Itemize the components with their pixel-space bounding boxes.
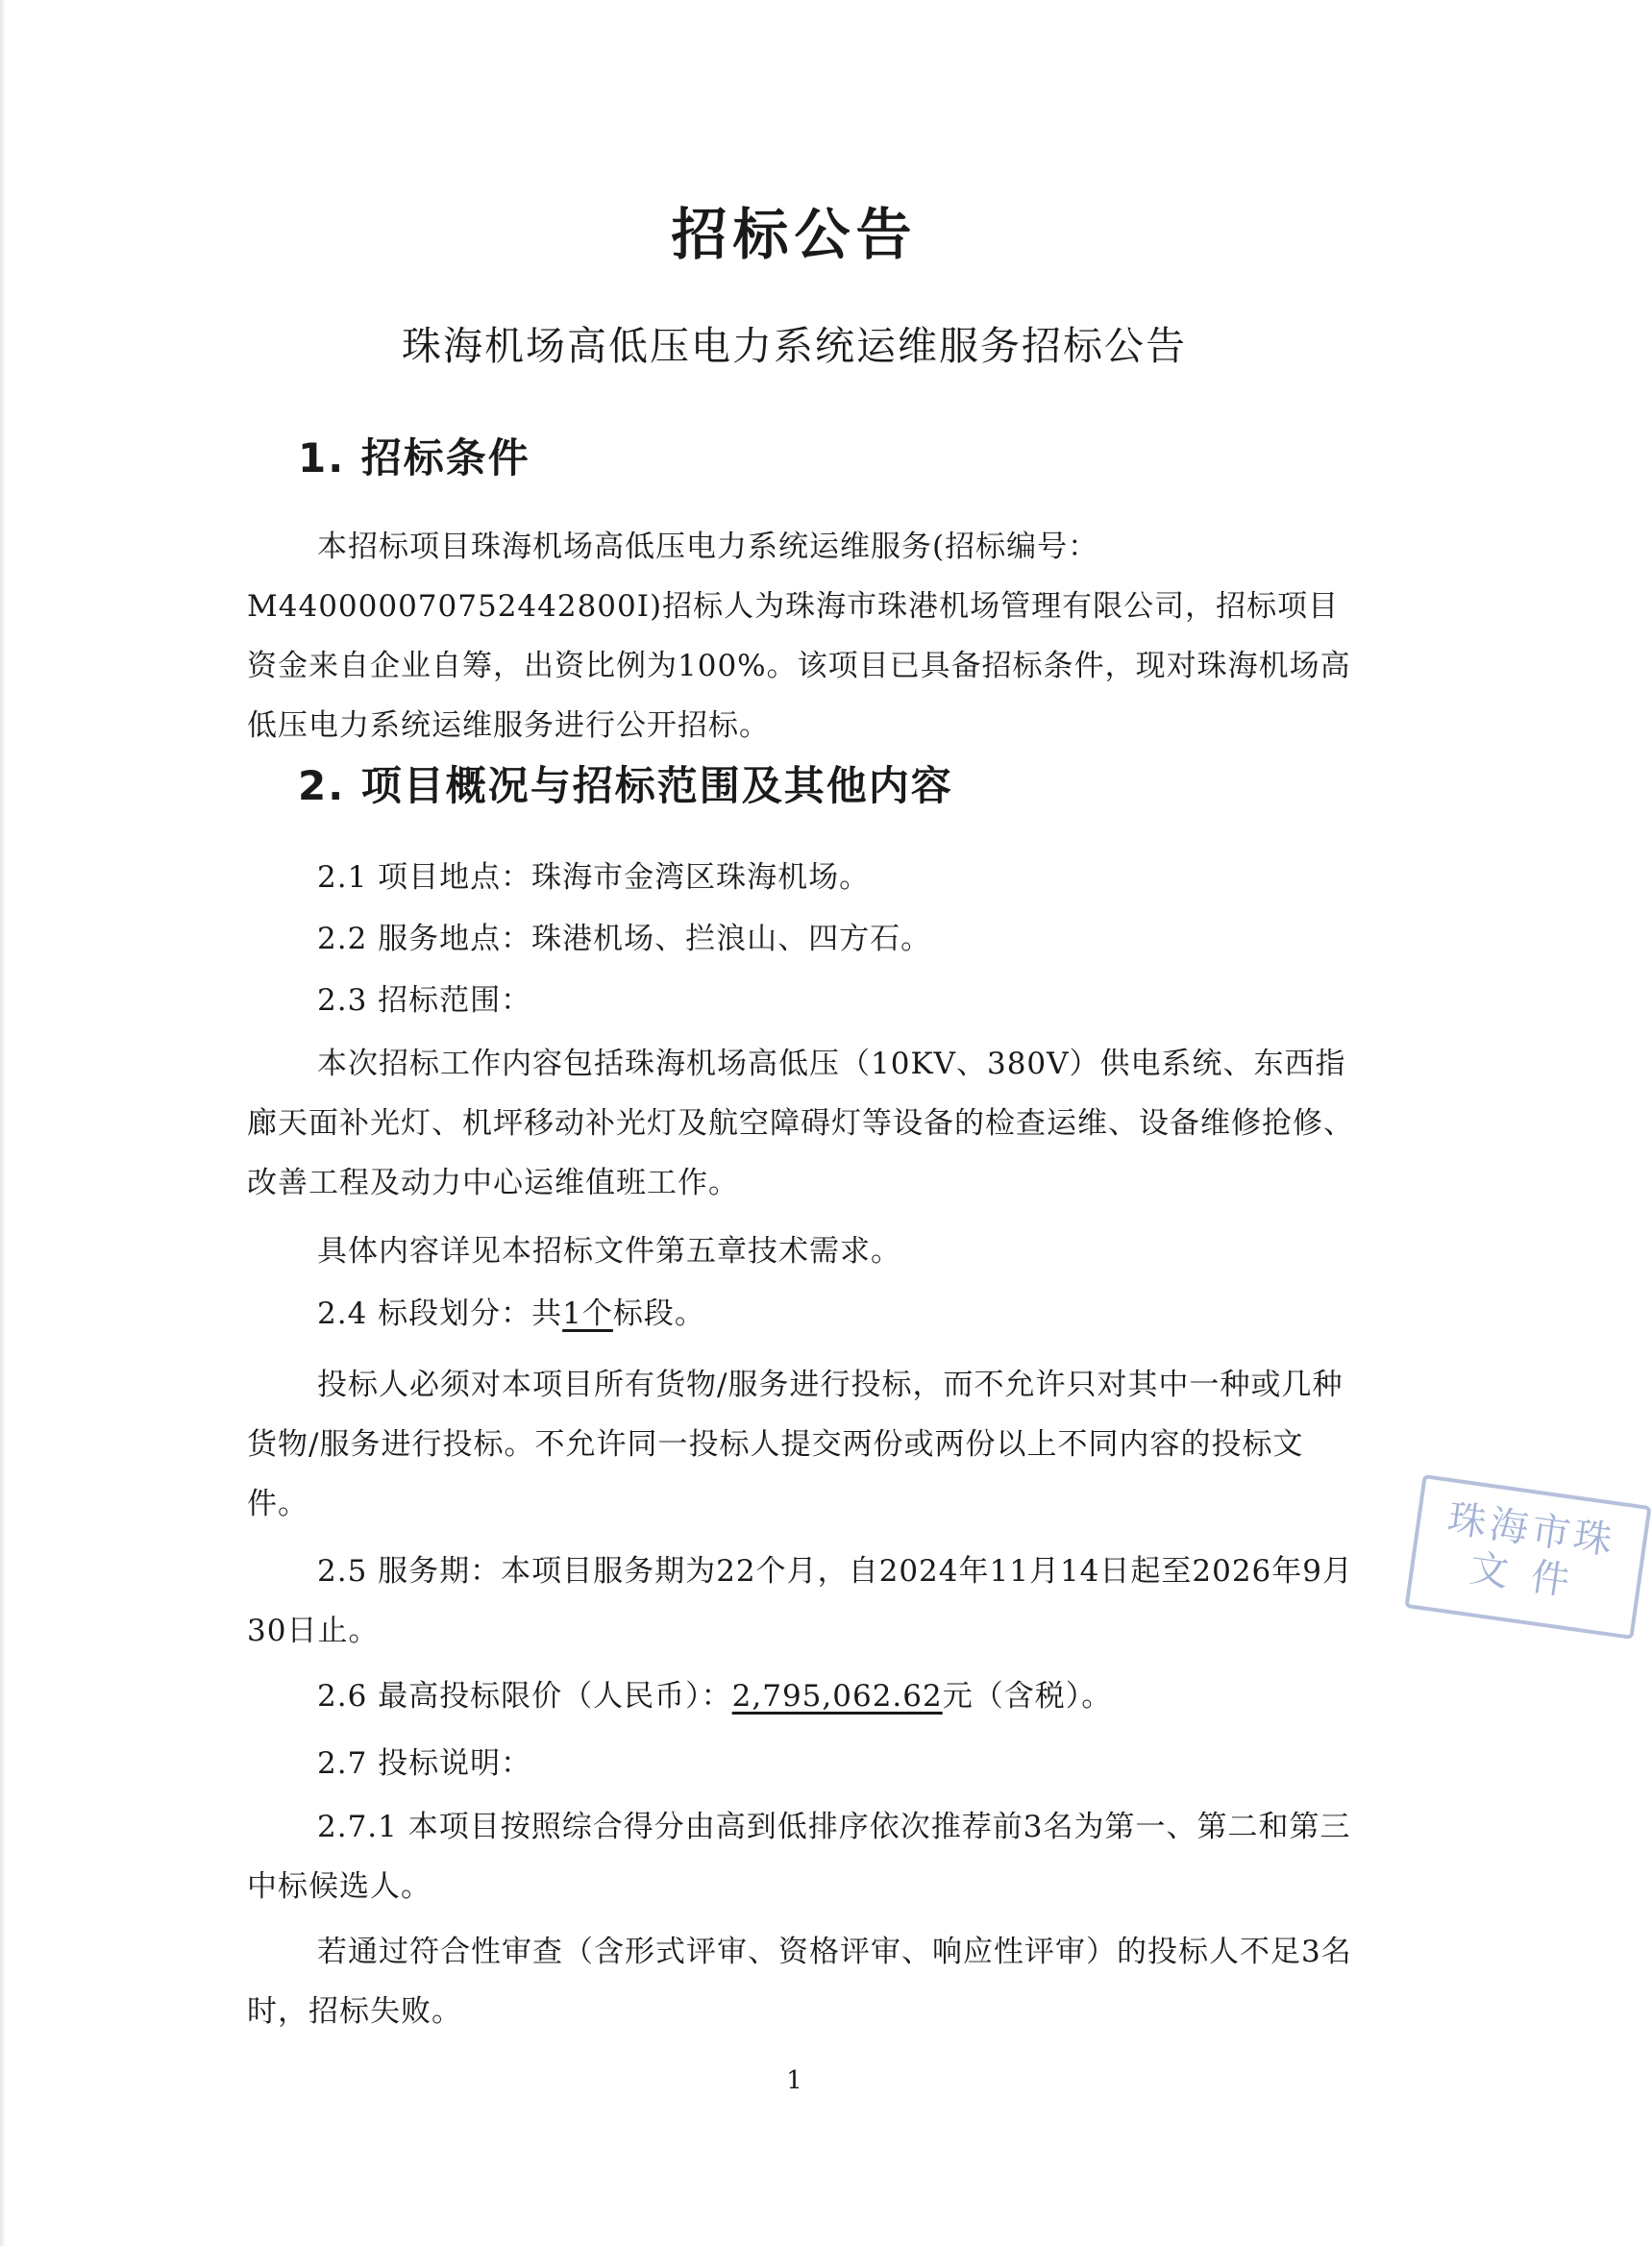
document-title: 招标公告	[671, 202, 918, 267]
bidding-rule-paragraph: 投标人必须对本项目所有货物/服务进行投标，而不允许只对其中一种或几种货物/服务进行投标。不允许同一投标人提交两份或两份以上不同内容的投标文件。	[247, 1368, 1344, 1521]
scope-detail-paragraph: 具体内容详见本招标文件第五章技术需求。	[317, 1234, 901, 1269]
item-service-period: 2.5 服务期：本项目服务期为22个月，自2024年11月14日起至2026年9月30日止。	[247, 1554, 1353, 1648]
failure-rule-paragraph: 若通过符合性审查（含形式评审、资格评审、响应性评审）的投标人不足3名时，招标失败。	[247, 1935, 1352, 2029]
scope-description-paragraph: 本次招标工作内容包括珠海机场高低压（10KV、380V）供电系统、东西指廊天面补光灯、机坪移动补光灯及航空障碍灯等设备的检查运维、设备维修抢修、改善工程及动力中心运维值班工作。	[247, 1047, 1354, 1200]
page-number: 1	[786, 2066, 802, 2095]
item-ranking-rule: 2.7.1 本项目按照综合得分由高到低排序依次推荐前3名为第一、第二和第三中标候选人。	[247, 1810, 1351, 1904]
item-service-location: 2.2 服务地点：珠港机场、拦浪山、四方石。	[317, 922, 932, 956]
stamp-line-1: 珠海市珠	[1444, 1496, 1619, 1565]
max-bid-price-prefix: 2.6 最高投标限价（人民币）：	[317, 1679, 732, 1714]
lot-division-suffix: 标段。	[612, 1296, 705, 1331]
item-max-bid-price	[247, 1666, 1362, 1726]
lot-division-prefix: 2.4 标段划分：共	[317, 1296, 563, 1331]
section-heading-project-overview: 2. 项目概况与招标范围及其他内容	[298, 762, 953, 809]
item-bidding-scope: 2.3 招标范围：	[317, 983, 532, 1018]
item-bidding-instructions: 2.7 投标说明：	[317, 1746, 532, 1781]
document-subtitle: 珠海机场高低压电力系统运维服务招标公告	[402, 323, 1187, 369]
stamp-line-2: 文件	[1467, 1545, 1595, 1608]
item-project-location: 2.1 项目地点：珠海市金湾区珠海机场。	[317, 860, 871, 895]
official-seal-stamp	[1404, 1474, 1651, 1640]
max-bid-price-suffix: 元（含税）。	[942, 1679, 1113, 1714]
section-heading-bidding-conditions: 1. 招标条件	[298, 434, 530, 481]
bidding-conditions-paragraph: 本招标项目珠海机场高低压电力系统运维服务(招标编号：M440000070752442800I)招标人为珠海市珠港机场管理有限公司，招标项目资金来自企业自筹，出资比例为100%。该项目已具备招标条件，现对珠海机场高低压电力系统运维服务进行公开招标。	[247, 530, 1351, 743]
item-lot-division	[247, 1284, 1362, 1344]
lot-count-value: 1个	[562, 1296, 613, 1331]
max-bid-price-value: 2,795,062.62	[731, 1679, 943, 1714]
